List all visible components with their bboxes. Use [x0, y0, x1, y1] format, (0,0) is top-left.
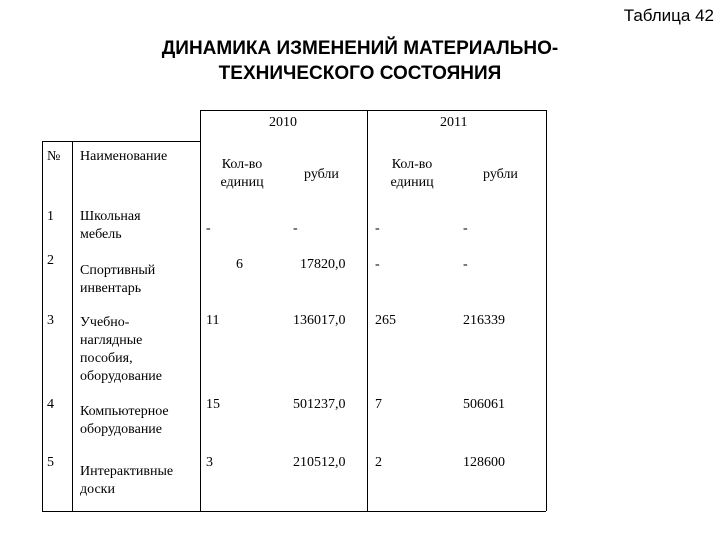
header-qty-2011: Кол-во единиц — [390, 157, 434, 190]
header-year-2011: 2011 — [440, 115, 468, 130]
row-rubles-2010: 501237,0 — [293, 397, 346, 412]
table-border-bottom — [42, 511, 546, 512]
table-border-left — [42, 141, 43, 511]
table-divider-name — [200, 110, 201, 511]
row-number: 5 — [47, 455, 54, 470]
row-qty-2010: 15 — [206, 397, 220, 412]
row-rubles-2011: - — [463, 221, 468, 236]
table-border-top — [200, 110, 546, 111]
row-qty-2011: 2 — [375, 455, 382, 470]
row-rubles-2011: 216339 — [463, 313, 505, 328]
header-rubles-2010: рубли — [304, 167, 339, 182]
row-qty-2010: 11 — [206, 313, 220, 328]
header-qty-2010: Кол-во единиц — [220, 157, 264, 190]
header-number: № — [47, 149, 61, 164]
row-name: Школьная мебель — [80, 209, 141, 242]
row-number: 3 — [47, 313, 54, 328]
row-number: 4 — [47, 397, 54, 412]
table-divider-year — [367, 110, 368, 511]
table-number-label: Таблица 42 — [623, 6, 714, 25]
table-divider-num — [72, 141, 73, 511]
row-qty-2011: 7 — [375, 397, 382, 412]
row-rubles-2011: 506061 — [463, 397, 505, 412]
row-qty-2010: - — [206, 221, 211, 236]
row-qty-2010: 6 — [236, 257, 243, 272]
row-qty-2011: 265 — [375, 313, 396, 328]
row-name: Интерактивные доски — [80, 464, 174, 497]
row-rubles-2010: 136017,0 — [293, 313, 346, 328]
row-qty-2011: - — [375, 257, 380, 272]
title-line-1: ДИНАМИКА ИЗМЕНЕНИЙ МАТЕРИАЛЬНО- — [161, 38, 559, 59]
row-name: Учебно-наглядные пособия, оборудование — [80, 315, 163, 384]
row-number: 1 — [47, 209, 54, 224]
title-line-2: ТЕХНИЧЕСКОГО СОСТОЯНИЯ — [218, 63, 502, 84]
row-rubles-2011: 128600 — [463, 455, 505, 470]
header-year-2010: 2010 — [269, 115, 297, 130]
row-name: Спортивный инвентарь — [80, 263, 156, 296]
row-rubles-2010: - — [293, 221, 298, 236]
row-qty-2011: - — [375, 221, 380, 236]
header-name: Наименование — [80, 149, 168, 164]
row-name: Компьютерное оборудование — [80, 404, 169, 437]
row-qty-2010: 3 — [206, 455, 213, 470]
table-border-header-top — [42, 141, 200, 142]
row-rubles-2010: 17820,0 — [300, 257, 346, 272]
row-rubles-2010: 210512,0 — [293, 455, 346, 470]
row-rubles-2011: - — [463, 257, 468, 272]
table-border-right — [546, 110, 547, 511]
header-rubles-2011: рубли — [483, 167, 518, 182]
row-number: 2 — [47, 253, 54, 268]
